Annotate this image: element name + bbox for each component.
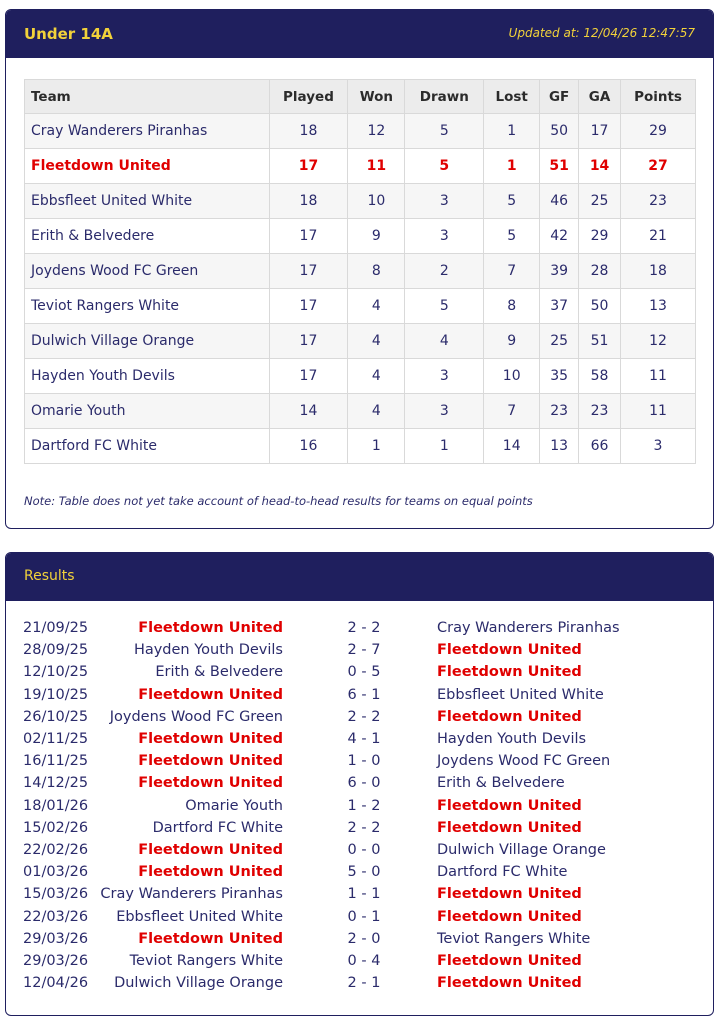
match-score: 0 - 5	[347, 664, 381, 681]
stat-cell-lost: 8	[484, 289, 540, 324]
stat-cell-points: 21	[621, 219, 696, 254]
stat-cell-gf: 23	[540, 394, 579, 429]
table-row	[25, 114, 696, 149]
result-row	[6, 953, 714, 975]
away-team: Cray Wanderers Piranhas	[437, 620, 620, 636]
result-row	[6, 886, 714, 908]
away-team: Ebbsfleet United White	[437, 686, 604, 703]
stat-cell-won: 4	[348, 359, 405, 394]
column-header-ga: GA	[579, 80, 621, 114]
table-note: Note: Table does not yet take account of head-to-head results for teams on equal points	[24, 494, 533, 508]
stat-cell-played: 17	[269, 149, 348, 184]
result-row	[6, 775, 714, 797]
stat-cell-ga: 23	[579, 394, 621, 429]
stat-cell-lost: 14	[484, 429, 540, 464]
stat-cell-drawn: 3	[405, 219, 484, 254]
stat-cell-drawn: 3	[405, 394, 484, 429]
away-team: Fleetdown United	[437, 642, 582, 659]
home-team: Ebbsfleet United White	[116, 908, 283, 925]
updated-timestamp: Updated at: 12/04/26 12:47:57	[508, 26, 695, 40]
column-header-played: Played	[269, 80, 348, 114]
stat-cell-drawn: 3	[405, 359, 484, 394]
home-team: Dartford FC White	[152, 819, 283, 836]
match-score: 2 - 7	[347, 642, 381, 659]
stat-cell-won: 4	[348, 394, 405, 429]
stat-cell-ga: 28	[579, 254, 621, 289]
table-row	[25, 324, 696, 359]
stat-cell-gf: 37	[540, 289, 579, 324]
match-date: 22/03/26	[23, 908, 89, 925]
match-date: 19/10/25	[23, 686, 89, 703]
stat-cell-ga: 50	[579, 289, 621, 324]
stat-cell-ga: 51	[579, 324, 621, 359]
stat-cell-points: 18	[621, 254, 696, 289]
home-team: Fleetdown United	[138, 753, 283, 770]
stat-cell-lost: 7	[484, 394, 540, 429]
away-team: Fleetdown United	[437, 819, 582, 836]
away-team: Erith & Belvedere	[437, 775, 565, 792]
match-date: 12/04/26	[23, 975, 89, 992]
match-score: 1 - 2	[347, 797, 381, 814]
match-date: 18/01/26	[23, 797, 89, 814]
stat-cell-played: 17	[269, 289, 348, 324]
home-team: Erith & Belvedere	[155, 664, 283, 681]
match-date: 21/09/25	[23, 620, 89, 636]
match-date: 28/09/25	[23, 642, 89, 659]
stat-cell-won: 4	[348, 324, 405, 359]
stat-cell-gf: 25	[540, 324, 579, 359]
stat-cell-ga: 66	[579, 429, 621, 464]
stat-cell-drawn: 5	[405, 289, 484, 324]
stat-cell-ga: 17	[579, 114, 621, 149]
team-name-cell: Dulwich Village Orange	[25, 324, 270, 359]
stat-cell-gf: 46	[540, 184, 579, 219]
match-score: 2 - 2	[347, 620, 381, 636]
stat-cell-points: 29	[621, 114, 696, 149]
home-team: Fleetdown United	[138, 930, 283, 947]
match-date: 02/11/25	[23, 731, 89, 747]
match-date: 16/11/25	[23, 753, 89, 770]
results-title: Results	[24, 568, 75, 584]
away-team: Fleetdown United	[437, 908, 582, 925]
result-row	[6, 975, 714, 997]
table-row	[25, 289, 696, 324]
stat-cell-gf: 42	[540, 219, 579, 254]
stat-cell-played: 18	[269, 184, 348, 219]
away-team: Hayden Youth Devils	[437, 731, 587, 747]
stat-cell-lost: 1	[484, 149, 540, 184]
stat-cell-lost: 5	[484, 219, 540, 254]
stat-cell-lost: 7	[484, 254, 540, 289]
result-row	[6, 909, 714, 931]
result-row	[6, 642, 714, 664]
team-name-cell: Hayden Youth Devils	[25, 359, 270, 394]
stat-cell-won: 9	[348, 219, 405, 254]
stat-cell-played: 17	[269, 219, 348, 254]
stat-cell-drawn: 5	[405, 149, 484, 184]
team-name-cell: Cray Wanderers Piranhas	[25, 114, 270, 149]
stat-cell-points: 11	[621, 359, 696, 394]
stat-cell-gf: 35	[540, 359, 579, 394]
result-row	[6, 620, 714, 642]
result-row	[6, 687, 714, 709]
league-table-panel	[5, 9, 714, 529]
stat-cell-played: 18	[269, 114, 348, 149]
stat-cell-gf: 39	[540, 254, 579, 289]
stat-cell-lost: 1	[484, 114, 540, 149]
stat-cell-played: 17	[269, 359, 348, 394]
match-score: 2 - 0	[347, 930, 381, 947]
match-date: 12/10/25	[23, 664, 89, 681]
result-row	[6, 931, 714, 953]
stat-cell-points: 11	[621, 394, 696, 429]
result-row	[6, 820, 714, 842]
stat-cell-drawn: 3	[405, 184, 484, 219]
stat-cell-drawn: 2	[405, 254, 484, 289]
home-team: Cray Wanderers Piranhas	[100, 886, 283, 903]
table-row	[25, 149, 696, 184]
match-score: 6 - 1	[347, 686, 381, 703]
stat-cell-won: 1	[348, 429, 405, 464]
stat-cell-ga: 58	[579, 359, 621, 394]
result-row	[6, 731, 714, 753]
team-name-cell: Ebbsfleet United White	[25, 184, 270, 219]
stat-cell-gf: 51	[540, 149, 579, 184]
away-team: Teviot Rangers White	[437, 930, 591, 947]
results-header	[6, 553, 713, 601]
away-team: Fleetdown United	[437, 886, 582, 903]
stat-cell-played: 14	[269, 394, 348, 429]
match-score: 1 - 1	[347, 886, 381, 903]
match-score: 2 - 1	[347, 975, 381, 992]
team-name-cell: Teviot Rangers White	[25, 289, 270, 324]
away-team: Joydens Wood FC Green	[437, 753, 611, 770]
stat-cell-lost: 5	[484, 184, 540, 219]
stat-cell-won: 12	[348, 114, 405, 149]
team-name-cell: Fleetdown United	[25, 149, 270, 184]
table-row	[25, 429, 696, 464]
home-team: Fleetdown United	[138, 864, 283, 881]
match-date: 14/12/25	[23, 775, 89, 792]
column-header-drawn: Drawn	[405, 80, 484, 114]
table-row	[25, 219, 696, 254]
match-date: 15/03/26	[23, 886, 89, 903]
stat-cell-points: 3	[621, 429, 696, 464]
stat-cell-played: 17	[269, 324, 348, 359]
match-score: 2 - 2	[347, 708, 381, 725]
column-header-lost: Lost	[484, 80, 540, 114]
stat-cell-won: 10	[348, 184, 405, 219]
home-team: Fleetdown United	[138, 686, 283, 703]
match-score: 0 - 0	[347, 842, 381, 858]
stat-cell-won: 4	[348, 289, 405, 324]
home-team: Dulwich Village Orange	[114, 975, 283, 992]
stat-cell-points: 12	[621, 324, 696, 359]
stat-cell-points: 27	[621, 149, 696, 184]
league-table	[24, 79, 696, 464]
home-team: Omarie Youth	[185, 797, 283, 814]
match-date: 26/10/25	[23, 708, 89, 725]
stat-cell-played: 16	[269, 429, 348, 464]
match-date: 22/02/26	[23, 842, 89, 858]
away-team: Fleetdown United	[437, 664, 582, 681]
team-name-cell: Omarie Youth	[25, 394, 270, 429]
match-score: 0 - 1	[347, 908, 381, 925]
home-team: Fleetdown United	[138, 620, 283, 636]
home-team: Teviot Rangers White	[129, 953, 283, 969]
result-row	[6, 753, 714, 775]
stat-cell-won: 11	[348, 149, 405, 184]
table-row	[25, 359, 696, 394]
match-score: 1 - 0	[347, 753, 381, 770]
result-row	[6, 864, 714, 886]
stat-cell-ga: 25	[579, 184, 621, 219]
stat-cell-gf: 50	[540, 114, 579, 149]
stat-cell-points: 13	[621, 289, 696, 324]
team-name-cell: Erith & Belvedere	[25, 219, 270, 254]
match-date: 15/02/26	[23, 819, 89, 836]
stat-cell-points: 23	[621, 184, 696, 219]
team-name-cell: Dartford FC White	[25, 429, 270, 464]
stat-cell-drawn: 1	[405, 429, 484, 464]
league-table-header	[6, 10, 713, 58]
away-team: Dartford FC White	[437, 864, 568, 881]
match-score: 5 - 0	[347, 864, 381, 881]
stat-cell-won: 8	[348, 254, 405, 289]
away-team: Dulwich Village Orange	[437, 842, 606, 858]
match-date: 01/03/26	[23, 864, 89, 881]
table-row	[25, 254, 696, 289]
stat-cell-lost: 10	[484, 359, 540, 394]
home-team: Joydens Wood FC Green	[109, 708, 283, 725]
results-panel	[5, 552, 714, 1016]
result-row	[6, 842, 714, 864]
column-header-won: Won	[348, 80, 405, 114]
result-row	[6, 798, 714, 820]
stat-cell-ga: 14	[579, 149, 621, 184]
column-header-gf: GF	[540, 80, 579, 114]
table-header-row	[25, 80, 696, 114]
home-team: Hayden Youth Devils	[133, 642, 283, 659]
away-team: Fleetdown United	[437, 708, 582, 725]
match-score: 4 - 1	[347, 731, 381, 747]
column-header-points: Points	[621, 80, 696, 114]
home-team: Fleetdown United	[138, 775, 283, 792]
match-date: 29/03/26	[23, 953, 89, 969]
column-header-team: Team	[25, 80, 270, 114]
match-score: 6 - 0	[347, 775, 381, 792]
stat-cell-played: 17	[269, 254, 348, 289]
match-date: 29/03/26	[23, 930, 89, 947]
stat-cell-drawn: 5	[405, 114, 484, 149]
match-score: 2 - 2	[347, 819, 381, 836]
stat-cell-drawn: 4	[405, 324, 484, 359]
away-team: Fleetdown United	[437, 975, 582, 992]
match-score: 0 - 4	[347, 953, 381, 969]
stat-cell-lost: 9	[484, 324, 540, 359]
team-name-cell: Joydens Wood FC Green	[25, 254, 270, 289]
result-row	[6, 664, 714, 686]
result-row	[6, 709, 714, 731]
table-row	[25, 394, 696, 429]
stat-cell-gf: 13	[540, 429, 579, 464]
home-team: Fleetdown United	[138, 731, 283, 747]
away-team: Fleetdown United	[437, 797, 582, 814]
table-row	[25, 184, 696, 219]
away-team: Fleetdown United	[437, 953, 582, 969]
stat-cell-ga: 29	[579, 219, 621, 254]
league-title: Under 14A	[24, 25, 113, 43]
home-team: Fleetdown United	[138, 842, 283, 858]
